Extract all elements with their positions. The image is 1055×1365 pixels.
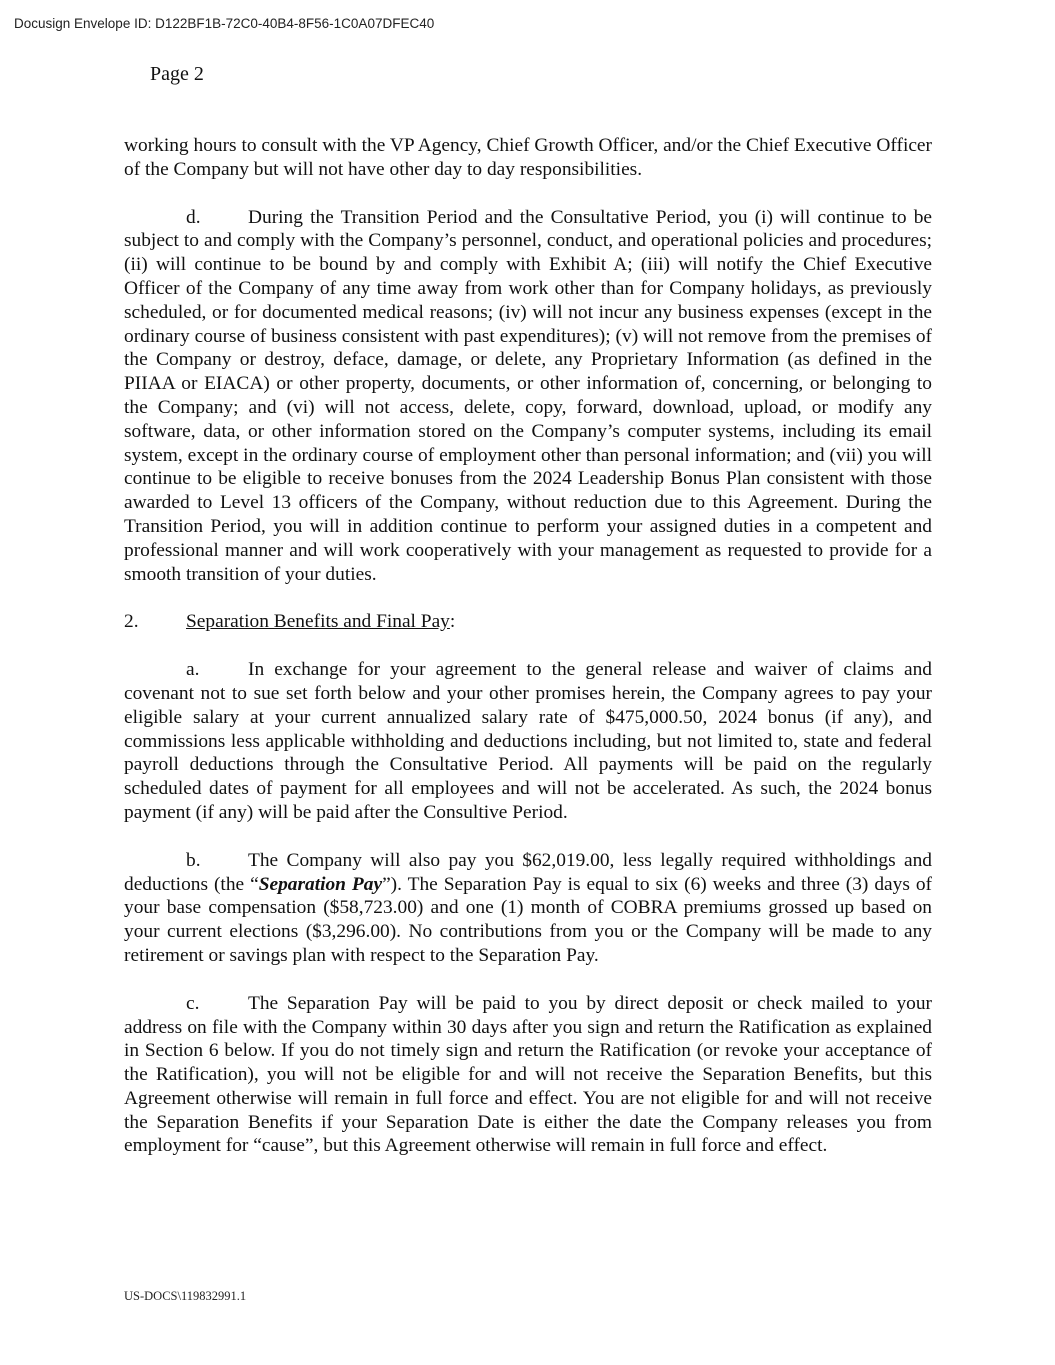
paragraph-2c-text: The Separation Pay will be paid to you by direct deposit or check mailed to your address on file with the Company within 30 days after you sign and return the Ratification as explained in Section 6 below. If you do not timely sign and return the Ratification (or revoke your acceptance of the Ratification), you will not be eligible for and will not receive the Separation Benefits, but this Agreement otherwise will remain in full force and effect. You are not eligible for and will not receive the Separation Benefits if your Separation Date is either the date the Company releases you from employment for “cause”, but this Agreement otherwise will remain in full force and effect. bbox=[124, 992, 932, 1157]
section-title-suffix: : bbox=[449, 611, 456, 633]
paragraph-2c bbox=[124, 992, 932, 1159]
paragraph-2b bbox=[124, 849, 932, 968]
paragraph-d bbox=[124, 206, 932, 587]
footer-document-id: US-DOCS\119832991.1 bbox=[124, 1289, 247, 1303]
paragraph-marker: d. bbox=[186, 206, 201, 228]
paragraph-2a-text: In exchange for your agreement to the general release and waiver of claims and covenant not to sue set forth below and your other promises herein, the Company agrees to pay your eligible salary at your current annualized salary rate of $475,000.50, 2024 bonus (if any), and commissions less applicable withholding and deductions including, but not limited to, state and federal payroll deductions through the Consultative Period. All payments will be paid on the regularly scheduled dates of payment for all employees and will not be accelerated. As such, the 2024 bonus payment (if any) will be paid after the Consultive Period. bbox=[124, 659, 932, 823]
paragraph-2a bbox=[124, 658, 932, 825]
paragraph-2b-text-after: ”). The Separation Pay is equal to six (6) weeks and three (3) days of your base compensation ($58,723.00) and one (1) month of COBRA premiums grossed up based on your current elections ($3,296.00). No contributions from you or the Company will be made to any retirement or savings plan with respect to the Separation Pay. bbox=[124, 873, 932, 966]
defined-term-separation-pay: Separation Pay bbox=[258, 873, 383, 895]
page-number: Page 2 bbox=[150, 63, 204, 85]
paragraph-marker: c. bbox=[186, 992, 200, 1014]
section-2-heading bbox=[124, 610, 932, 634]
section-number: 2. bbox=[124, 611, 139, 633]
document-body bbox=[124, 134, 932, 1182]
paragraph-marker: a. bbox=[186, 659, 200, 681]
paragraph-2b-text-before: The Company will also pay you $62,019.00, less legally required withholdings and deductions (the “ bbox=[124, 849, 932, 895]
section-title: Separation Benefits and Final Pay bbox=[186, 611, 450, 633]
paragraph-d-text: During the Transition Period and the Consultative Period, you (i) will continue to be subject to and comply with the Company’s personnel, conduct, and operational policies and procedures; (ii) will continue to be bound by and comply with Exhibit A; (iii) will notify the Chief Executive Officer of the Company of any time away from work other than for Company holidays, as previously scheduled, or for documented medical reasons; (iv) will not incur any business expenses (except in the ordinary course of business consistent with past expenditures); (v) will not remove from the premises of the Company or destroy, deface, damage, or delete, any Proprietary Information (as defined in the PIIAA or EIACA) or other property, documents, or other information of, concerning, or belonging to the Company; and (vi) will not access, delete, copy, forward, download, upload, or modify any software, data, or other information stored on the Company’s computer systems, including its email system, except in the ordinary course of employment other than personal information; and (vii) you will continue to be eligible to receive bonuses from the 2024 Leadership Bonus Plan consistent with those awarded to Level 13 officers of the Company, without reduction due to this Agreement. During the Transition Period, you will in addition continue to perform your assigned duties in a competent and professional manner and will work cooperatively with your management as requested to provide for a smooth transition of your duties. bbox=[124, 206, 932, 585]
docusign-envelope-id: Docusign Envelope ID: D122BF1B-72C0-40B4-8F56-1C0A07DFEC40 bbox=[14, 16, 435, 31]
paragraph-marker: b. bbox=[186, 849, 201, 871]
continuation-paragraph: working hours to consult with the VP Agency, Chief Growth Officer, and/or the Chief Executive Officer of the Company but will not have other day to day responsibilities. bbox=[124, 135, 932, 180]
